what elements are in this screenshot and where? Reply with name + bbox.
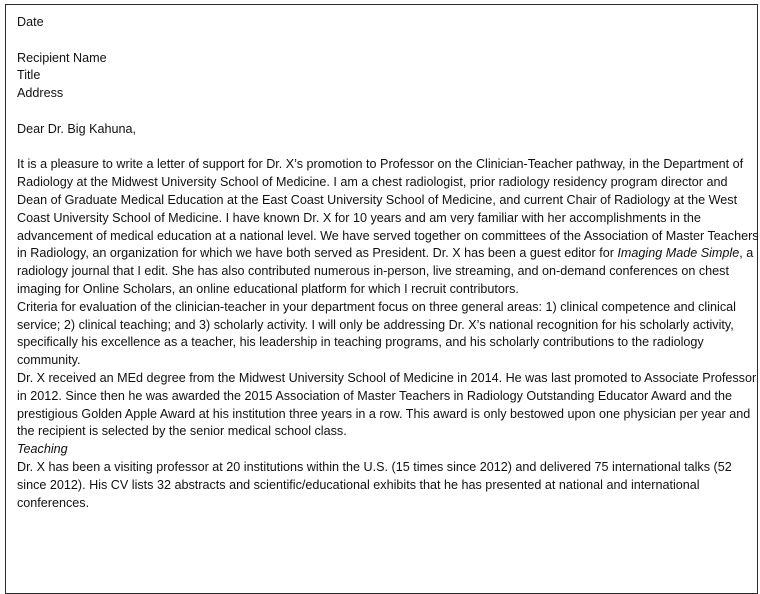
date-block <box>17 14 759 32</box>
journal-title: Imaging Made Simple <box>617 246 740 261</box>
recipient-address: Address <box>17 86 64 101</box>
paragraph-introduction <box>17 156 759 298</box>
paragraph-introduction-text-b: , a radiology journal that I edit. She has also contributed numerous in-person, live streaming, and on-demand conferences on chest imaging for Online Scholars, an online educational platform for which I recruit contributors. <box>17 246 754 296</box>
recipient-block <box>17 50 759 103</box>
teaching-heading <box>17 441 759 459</box>
teaching-heading-text: Teaching <box>17 442 68 457</box>
recipient-title: Title <box>17 68 41 83</box>
letter-document <box>5 4 758 594</box>
paragraph-introduction-text-a: It is a pleasure to write a letter of support for Dr. X’s promotion to Professor on the Clinician-Teacher pathway, in the Department of Radiology at the Midwest University School of Medicine. I am a chest radiologist, prior radiology residency program director and Dean of Graduate Medical Education at the East Coast University School of Medicine, and current Chair of Radiology at the West Coast University School of Medicine. I have known Dr. X for 10 years and am very familiar with her accomplishments in the advancement of medical education at a national level. We have served together on committees of the Association of Master Teachers in Radiology, an organization for which we have both served as President. Dr. X has been a guest editor for <box>17 157 759 261</box>
recipient-name: Recipient Name <box>17 50 107 65</box>
date-line: Date <box>17 15 44 29</box>
paragraph-criteria: Criteria for evaluation of the clinician-teacher in your department focus on three general areas: 1) clinical competence and clinical service; 2) clinical teaching; and 3) scholarly activity. I will only be addressing Dr. X’s national recognition for his scholarly activity, specifically his excellence as a teacher, his leadership in teaching programs, and his scholarly contributions to the radiology community. <box>17 299 736 368</box>
salutation-block <box>17 121 759 139</box>
paragraph-teaching: Dr. X has been a visiting professor at 20 institutions within the U.S. (15 times since 2012) and delivered 75 international talks (52 since 2012). His CV lists 32 abstracts and scientific/educational exhibits that he has presented at national and international conferences. <box>17 459 732 510</box>
letter-body <box>17 14 759 512</box>
salutation: Dear Dr. Big Kahuna, <box>17 121 137 136</box>
paragraph-awards: Dr. X received an MEd degree from the Midwest University School of Medicine in 2014. He was last promoted to Associate Professor in 2012. Since then he was awarded the 2015 Association of Master Teachers in Radiology Outstanding Educator Award and the prestigious Golden Apple Award at his institution three years in a row. This award is only bestowed upon one physician per year and the recipient is selected by the senior medical school class. <box>17 370 757 439</box>
